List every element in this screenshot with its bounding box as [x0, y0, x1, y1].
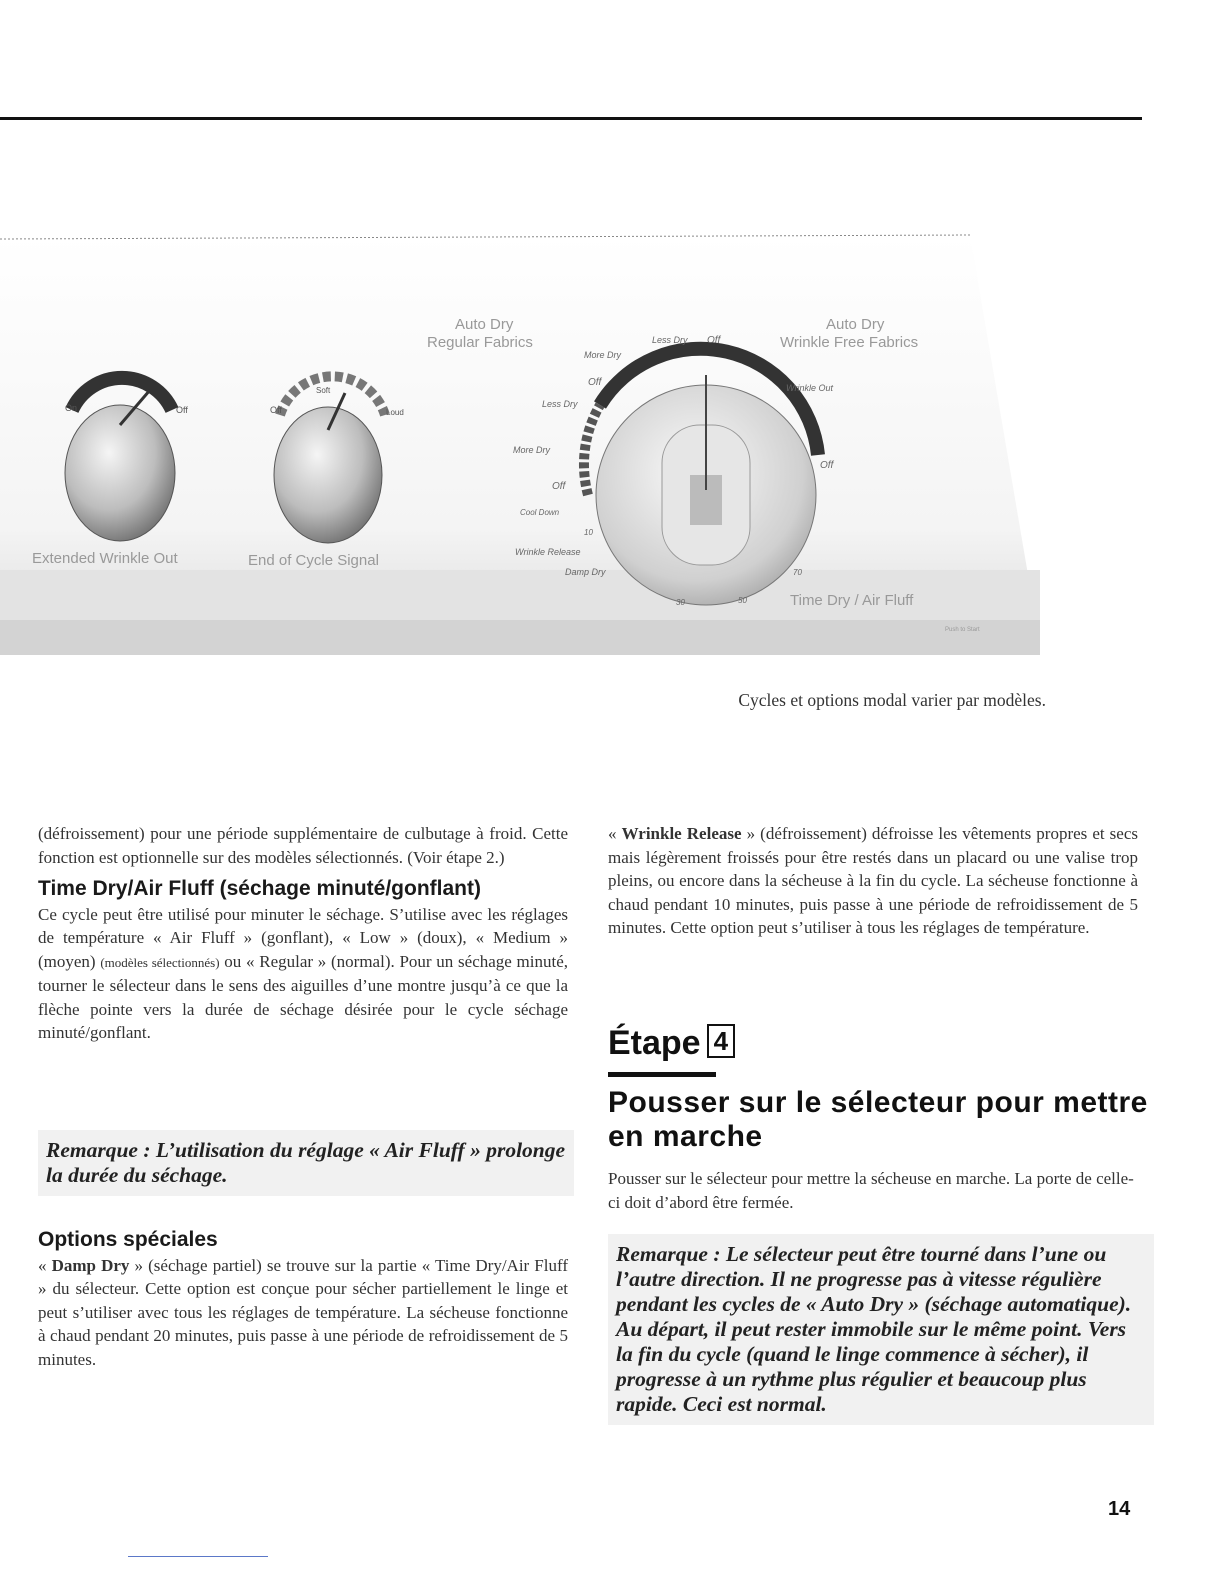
damp-open: « — [38, 1255, 52, 1275]
options-section — [38, 1228, 568, 1371]
dial-less-dry-top: Less Dry — [652, 335, 688, 345]
regular-title-1: Auto Dry — [455, 316, 514, 333]
dial-ten: 10 — [584, 528, 593, 537]
dial-more-dry-left: More Dry — [513, 445, 551, 455]
intro-paragraph: (défroissement) pour une période supplémentaire de culbutage à froid. Cette fonction est optionnelle sur des modèles sélectionnés. (Voir étape 2.) — [38, 824, 568, 867]
figure-caption: Cycles et options modal varier par modèles. — [738, 690, 1046, 710]
page-number: 14 — [1108, 1498, 1131, 1520]
left-knob-on: On — [65, 403, 78, 413]
left-column — [38, 822, 568, 1045]
note-selector: Remarque : Le sélecteur peut être tourné dans l’une ou l’autre direction. Il ne progresse pas à vitesse régulière pendant les cycles de « Auto Dry » (séchage automatique). Au départ, il peut rester immobile sur le même point. Vers la fin du cycle (quand le linge commence à sécher), il progresse à un rythme plus régulier et beaucoup plus rapide. Ceci est normal. — [608, 1234, 1154, 1425]
right-column — [608, 822, 1138, 940]
wr-name: Wrinkle Release — [621, 824, 742, 843]
middle-knob-soft: Soft — [316, 386, 331, 395]
dial-more-dry-top: More Dry — [584, 350, 622, 360]
wr-open: « — [608, 824, 622, 843]
dial-thirty: 30 — [676, 598, 685, 607]
wrinkle-free-title-1: Auto Dry — [826, 316, 885, 333]
time-dry-text-a: Ce cycle peut être utilisé pour minuter le séchage. S’utilise avec les réglages de température « Air Fluff » (gonflant), « Low » (doux), « Medium » (moyen) — [38, 904, 568, 971]
step-paragraph: Pousser sur le sélecteur pour mettre la sécheuse en marche. La porte de celle-ci doit d’abord être fermée. — [608, 1169, 1134, 1212]
time-dry-paragraph — [38, 903, 568, 1045]
note-air-fluff: Remarque : L’utilisation du réglage « Air Fluff » prolonge la durée du séchage. — [38, 1130, 574, 1196]
damp-dry-paragraph — [38, 1254, 568, 1372]
wrinkle-release-paragraph — [608, 822, 1138, 940]
damp-text: » (séchage partiel) se trouve sur la partie « Time Dry/Air Fluff » du sélecteur. Cette option est conçue pour sécher partiellement le linge et peut s’utiliser avec tous les réglages de température. La sécheuse fonctionne à chaud pendant 20 minutes, puis passe à une période de refroidissement de 5 minutes. — [38, 1255, 569, 1369]
time-dry-small: (modèles sélectionnés) — [100, 954, 220, 970]
damp-name: Damp Dry — [51, 1255, 130, 1275]
dial-wrinkle-release: Wrinkle Release — [515, 547, 581, 557]
step-heading: Pousser sur le sélecteur pour mettre en marche — [608, 1086, 1148, 1153]
wrinkle-free-title-2: Wrinkle Free Fabrics — [780, 334, 919, 351]
left-knob-off: Off — [176, 405, 188, 415]
wr-text: » (défroissement) défroisse les vêtements propres et secs mais légèrement froissés pour être restés dans un placard ou une valise trop pleins, ou encore dans la sécheuse à la fin du cycle. La sécheuse fonctionne à chaud pendant 10 minutes, puis passe à une période de refroidissement de 5 minutes. Cette option peut s’utiliser à tous les réglages de température. — [608, 824, 1139, 937]
dial-off-left-2: Off — [552, 481, 566, 492]
left-knob-label: Extended Wrinkle Out — [32, 550, 178, 567]
middle-knob-off: Off — [270, 405, 282, 415]
middle-knob-label: End of Cycle Signal — [248, 552, 379, 569]
dial-off-right: Off — [820, 460, 834, 471]
regular-title-2: Regular Fabrics — [427, 334, 533, 351]
dial-push-to-start: Push to Start — [945, 627, 980, 633]
control-panel-illustration — [0, 225, 1045, 660]
dial-wrinkle-out: Wrinkle Out — [786, 383, 834, 393]
step-text-block — [608, 1167, 1143, 1214]
dial-fifty: 50 — [738, 596, 747, 605]
dial-seventy: 70 — [793, 568, 802, 577]
dial-damp-dry: Damp Dry — [565, 567, 606, 577]
step-number-box: 4 — [707, 1024, 735, 1058]
middle-knob-loud: Loud — [386, 408, 404, 417]
options-heading: Options spéciales — [38, 1228, 218, 1251]
footer-line — [128, 1556, 268, 1557]
dial-off-top: Off — [707, 335, 721, 346]
etape-word: Étape — [608, 1024, 701, 1062]
time-dry-heading: Time Dry/Air Fluff (séchage minuté/gonflant) — [38, 877, 481, 900]
dial-less-dry-left: Less Dry — [542, 399, 578, 409]
step-label — [608, 1024, 735, 1063]
step-underline — [608, 1072, 716, 1077]
dial-cool-down: Cool Down — [520, 508, 560, 517]
dial-time-dry: Time Dry / Air Fluff — [790, 592, 914, 609]
time-dry-text-b: ou « Regular » (normal). Pour un séchage minuté, tourner le sélecteur dans le sens des aiguilles d’une montre jusqu’à ce que la flèche pointe vers la durée de séchage désirée pour le cycle séchage minuté/gonflant. — [38, 951, 569, 1042]
top-rule — [0, 117, 1142, 120]
dial-off-left-1: Off — [588, 377, 602, 388]
